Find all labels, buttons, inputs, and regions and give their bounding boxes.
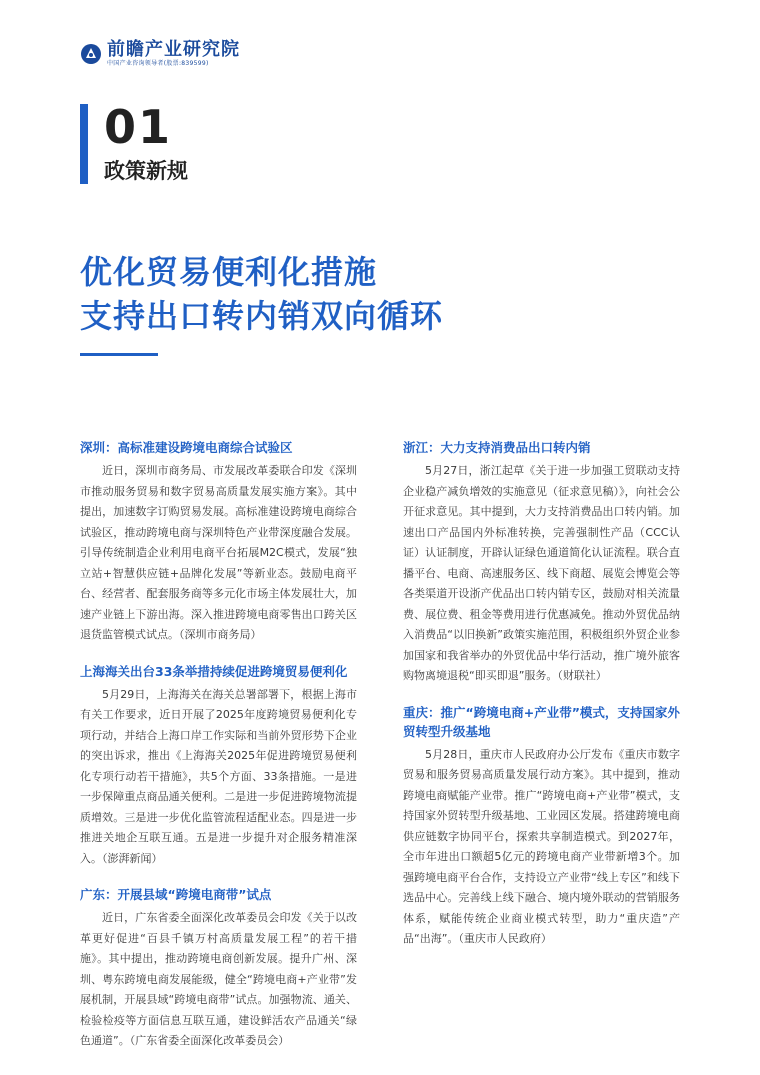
article-shanghai-customs <box>80 662 357 870</box>
page-headline <box>80 250 443 338</box>
section-accent-bar <box>80 104 88 184</box>
logo-icon <box>80 43 102 65</box>
article-body: 5月29日，上海海关在海关总署部署下，根据上海市有关工作要求，近日开展了2025年度跨境贸易便利化专项行动，并结合上海口岸工作实际和当前外贸形势下企业的突出诉求，推出《上海海关2025年促进跨境贸易便利化专项行动若干措施》，共5个方面、33条措施。一是进一步保障重点商品通关便利。二是进一步促进跨境物流提质增效。三是进一步优化监管流程适配业态。四是进一步推进关地企互联互通。五是进一步提升对企服务精准深入。（澎湃新闻） <box>80 687 357 865</box>
article-zhejiang <box>403 438 680 687</box>
headline-line-2: 支持出口转内销双向循环 <box>80 297 444 335</box>
header-logo <box>80 40 240 68</box>
left-column <box>80 438 357 1068</box>
article-title: 重庆：推广“跨境电商+产业带”模式，支持国家外贸转型升级基地 <box>403 704 680 739</box>
article-title: 深圳：高标准建设跨境电商综合试验区 <box>80 440 293 455</box>
section-number: 01 <box>104 100 173 154</box>
headline-line-1: 优化贸易便利化措施 <box>80 253 378 291</box>
article-body: 5月28日，重庆市人民政府办公厅发布《重庆市数字贸易和服务贸易高质量发展行动方案》。其中提到，推动跨境电商赋能产业带。推广“跨境电商+产业带”模式，支持国家外贸转型升级基地、工业园区发展。搭建跨境电商供应链数字协同平台，探索共享制造模式。到2027年，全市年进出口额超5亿元的跨境电商产业带新增3个。加强跨境电商平台合作，支持设立产业带“线上专区”和线下选品中心。完善线上线下融合、境内境外联动的营销服务体系，赋能传统企业商业模式转型，助力“重庆造”产品“出海”。（重庆市人民政府） <box>403 747 680 945</box>
article-title: 上海海关出台33条举措持续促进跨境贸易便利化 <box>80 663 348 679</box>
article-body: 近日，广东省委全面深化改革委员会印发《关于以改革更好促进“百县千镇万村高质量发展工程”的若干措施》。其中提出，推动跨境电商创新发展。提升广州、深圳、粤东跨境电商发展能级，健全“跨境电商+产业带”发展机制，开展县域“跨境电商带”试点。加强物流、通关、检验检疫等方面信息互联互通，建设鲜活农产品通关“绿色通道”。（广东省委全面深化改革委员会） <box>80 911 357 1047</box>
article-title: 广东：开展县域“跨境电商带”试点 <box>80 887 272 902</box>
article-guangdong <box>80 885 357 1052</box>
headline-divider <box>80 353 158 356</box>
right-column <box>403 438 680 966</box>
article-body: 5月27日，浙江起草《关于进一步加强工贸联动支持企业稳产减负增效的实施意见（征求意见稿）》，向社会公开征求意见。其中提到，大力支持消费品出口转内销。加速出口产品国内外标准转换，完善强制性产品（CCC认证）认证制度，开辟认证绿色通道简化认证流程。联合直播平台、电商、高速服务区、线下商超、展览会博览会等各类渠道开设浙产优品出口转内销专区，鼓励对相关流量费、展位费、租金等费用进行优惠减免。推动外贸优品纳入消费品“以旧换新”政策实施范围，积极组织外贸企业参加国家和我省举办的外贸优品中华行活动，推广境外旅客购物离境退税“即买即退”服务。（财联社） <box>403 464 680 682</box>
article-title: 浙江：大力支持消费品出口转内销 <box>403 440 591 455</box>
logo-subtitle: 中国产业咨询领导者(股票:839599) <box>107 60 209 67</box>
article-body: 近日，深圳市商务局、市发展改革委联合印发《深圳市推动服务贸易和数字贸易高质量发展实施方案》。其中提出，加速数字订购贸易发展。高标准建设跨境电商综合试验区，推动跨境电商与深圳特色产业带深度融合发展。引导传统制造企业利用电商平台拓展M2C模式，发展“独立站+智慧供应链+品牌化发展”等新业态。鼓励电商平台、经营者、配套服务商等多元化市场主体发展壮大，加速产业链上下游出海。深入推进跨境电商零售出口跨关区退货监管模式试点。（深圳市商务局） <box>80 464 357 641</box>
article-chongqing <box>403 703 680 950</box>
logo-name: 前瞻产业研究院 <box>107 39 240 60</box>
section-title: 政策新规 <box>104 159 188 183</box>
article-shenzhen <box>80 438 357 646</box>
